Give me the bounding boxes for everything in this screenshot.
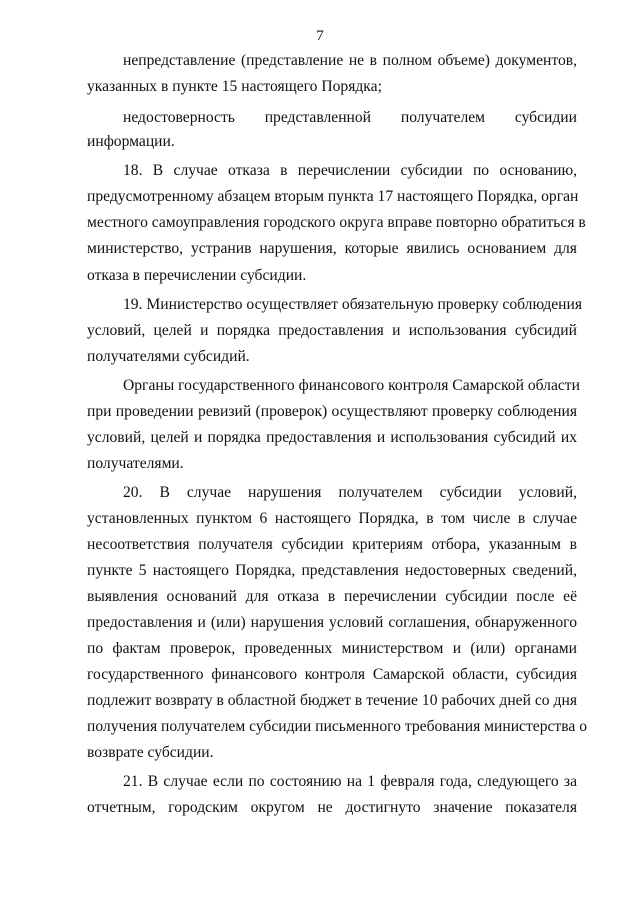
- text-line: получателями субсидий.: [87, 348, 250, 365]
- text-line: 18. В случае отказа в перечислении субсидии по основанию,: [123, 162, 577, 179]
- text-line: подлежит возврату в областной бюджет в течение 10 рабочих дней со дня: [87, 692, 577, 709]
- text-line: получения получателем субсидии письменного требования министерства о: [87, 718, 588, 735]
- text-line: получателями.: [87, 455, 184, 472]
- text-line: пункте 5 настоящего Порядка, представления недостоверных сведений,: [87, 562, 577, 579]
- text-line: министерство, устранив нарушения, которые явились основанием для: [87, 240, 577, 257]
- text-line: местного самоуправления городского округа вправе повторно обратиться в: [87, 214, 586, 231]
- text-line: 20. В случае нарушения получателем субсидии условий,: [123, 484, 577, 501]
- text-line: предусмотренному абзацем вторым пункта 17 настоящего Порядка, орган: [87, 188, 579, 205]
- text-line: условий, целей и порядка предоставления и использования субсидий: [87, 322, 577, 339]
- text-line: отказа в перечислении субсидии.: [87, 267, 307, 284]
- text-line: несоответствия получателя субсидии критериям отбора, указанным в: [87, 536, 577, 553]
- text-line: по фактам проверок, проведенных министерством и (или) органами: [87, 640, 577, 657]
- text-line: 19. Министерство осуществляет обязательную проверку соблюдения: [123, 296, 583, 313]
- text-line: непредставление (представление не в полном объеме) документов,: [123, 52, 577, 69]
- text-line: установленных пунктом 6 настоящего Порядка, в том числе в случае: [87, 510, 577, 527]
- text-line: предоставления и (или) нарушения условий соглашения, обнаруженного: [87, 614, 577, 631]
- text-line: государственного финансового контроля Самарской области, субсидия: [87, 666, 577, 683]
- text-line: при проведении ревизий (проверок) осуществляют проверку соблюдения: [87, 403, 577, 420]
- text-line: недостоверность представленной получателем субсидии: [123, 109, 577, 126]
- page-number: 7: [316, 28, 324, 44]
- text-line: информации.: [87, 133, 175, 150]
- text-line: Органы государственного финансового контроля Самарской области: [123, 377, 580, 394]
- text-line: условий, целей и порядка предоставления и использования субсидий их: [87, 429, 577, 446]
- text-line: отчетным, городским округом не достигнуто значение показателя: [87, 799, 577, 816]
- text-line: 21. В случае если по состоянию на 1 февраля года, следующего за: [123, 773, 577, 790]
- text-line: возврате субсидии.: [87, 744, 214, 761]
- text-line: выявления оснований для отказа в перечислении субсидии после её: [87, 588, 577, 605]
- text-line: указанных в пункте 15 настоящего Порядка;: [87, 78, 382, 95]
